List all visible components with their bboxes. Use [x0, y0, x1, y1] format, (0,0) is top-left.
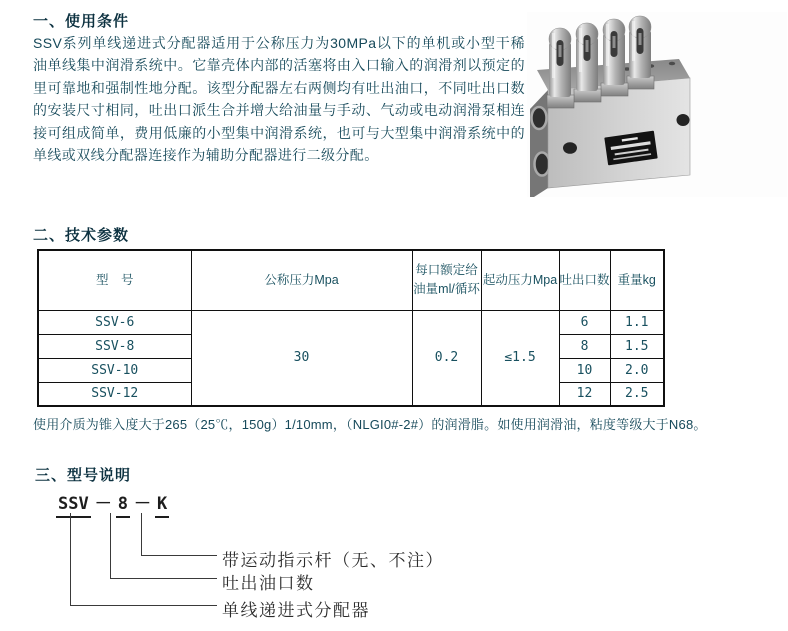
- model-separator: －: [94, 494, 112, 514]
- cell-model: SSV-10: [38, 358, 191, 382]
- col-header-outlets: 吐出口数: [559, 250, 610, 310]
- technical-parameters-table: [37, 249, 665, 407]
- usage-conditions-paragraph: SSV系列单线递进式分配器适用于公称压力为30MPa以下的单机或小型干稀油单线集中润滑系统中。它靠壳体内部的活塞将由入口输入的润滑剂以预定的里可靠地和强制性地分配。该型分配器左右两侧均有吐出油口，不同吐出口数的安装尺寸相同，吐出口派生合并增大给油量与手动、气动或电动润滑泵相连接可组成简单，费用低廉的小型集中润滑系统，也可与大型集中润滑系统中的单线或双线分配器连接作为辅助分配器进行二级分配。: [33, 35, 525, 164]
- model-part-indicator: K: [155, 494, 169, 518]
- mount-hole-left: [563, 142, 577, 154]
- model-separator: －: [133, 494, 151, 514]
- cell-start-pressure: ≤1.5: [481, 310, 559, 406]
- label-indicator-rod: 带运动指示杆（无、不注）: [222, 551, 444, 570]
- section1-heading: 一、使用条件: [33, 13, 130, 30]
- distributor-illustration: [527, 12, 787, 197]
- cell-weight: 1.5: [610, 334, 664, 358]
- table-header-row: [38, 250, 664, 310]
- model-part-outlets: 8: [116, 494, 130, 518]
- col-header-model: 型 号: [38, 250, 191, 310]
- cell-outlets: 10: [559, 358, 610, 382]
- col-header-start-pressure: 起动压力Mpa: [481, 250, 559, 310]
- indicator-cylinder: [574, 23, 601, 102]
- label-series-name: 单线递进式分配器: [222, 601, 370, 620]
- cell-model: SSV-12: [38, 382, 191, 406]
- col-header-weight: 重量kg: [610, 250, 664, 310]
- cell-nominal-pressure: 30: [191, 310, 412, 406]
- inlet-port-upper: [532, 107, 547, 129]
- grease-note: 使用介质为锥入度大于265（25℃，150g）1/10mm，（NLGI0#-2#）的润滑脂。如使用润滑油，粘度等级大于N68。: [33, 417, 707, 432]
- cell-outlets: 12: [559, 382, 610, 406]
- inlet-port-lower: [535, 153, 550, 176]
- col-header-pressure: 公称压力Mpa: [191, 250, 412, 310]
- cell-model: SSV-6: [38, 310, 191, 334]
- label-outlet-count: 吐出油口数: [222, 574, 315, 593]
- model-part-series: SSV: [56, 494, 91, 518]
- section2-heading: 二、技术参数: [33, 227, 130, 244]
- leader-line-indicator: [141, 513, 217, 556]
- cell-outlets: 6: [559, 310, 610, 334]
- table-row: [38, 310, 664, 334]
- cell-weight: 2.5: [610, 382, 664, 406]
- indicator-cylinder: [627, 16, 654, 89]
- col-header-oil-per-cycle: 每口额定给油量ml/循环: [412, 250, 481, 310]
- cell-oil-per-cycle: 0.2: [412, 310, 481, 406]
- section3-heading: 三、型号说明: [35, 467, 132, 484]
- cell-weight: 2.0: [610, 358, 664, 382]
- mount-hole-right: [677, 114, 690, 126]
- indicator-cylinder: [547, 28, 574, 108]
- cell-model: SSV-8: [38, 334, 191, 358]
- cell-outlets: 8: [559, 334, 610, 358]
- indicator-cylinder: [601, 19, 628, 96]
- product-photo: [527, 12, 787, 197]
- cell-weight: 1.1: [610, 310, 664, 334]
